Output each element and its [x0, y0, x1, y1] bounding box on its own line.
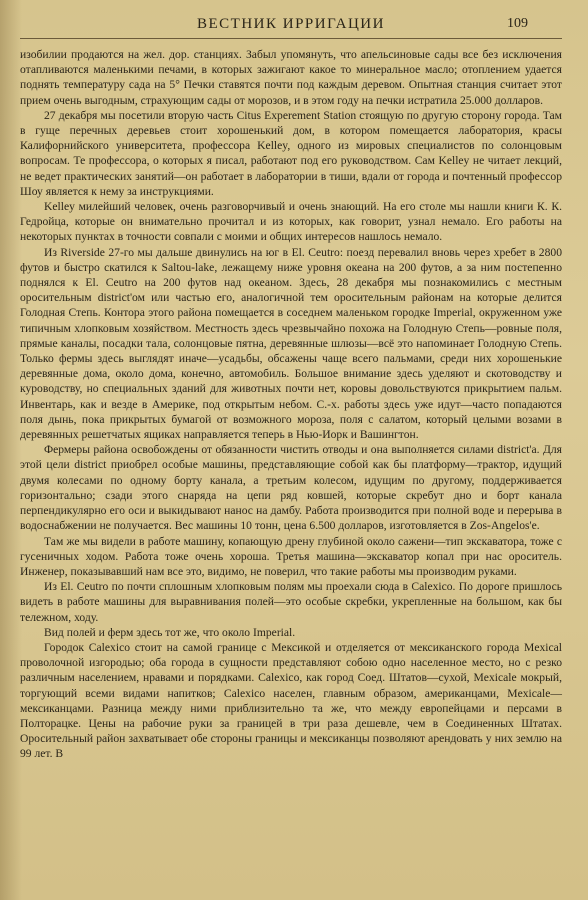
- paragraph: Там же мы видели в работе машину, копающую дрену глубиной около сажени—тип экскаватора, тоже с гусеничных ходом. Работа тоже очень хороша. Третья машина—экскаватор копал при нас ороситель. Инженер, показывавший нам все это, видимо, не поверил, что такие работы мы производим руками.: [20, 534, 562, 578]
- paragraph: Kelley милейший человек, очень разговорчивый и очень знающий. На его столе мы нашли книги К. К. Гедройца, которые он внимательно прочитал и из которых, как говорит, узнал немало. Его работы на некоторых пунктах в точности совпали с моими и общих интересов нашлось немало.: [20, 200, 562, 244]
- paragraph: 27 декабря мы посетили вторую часть Citus Experement Station стоящую по другую сторону города. Там в гуще перечных деревьев стоит хорошенький дом, в котором помещается лаборатория, красы Калифорнийского университета, профессора Kelley, одного из мировых специалистов по солонцовым вопросам. Те профессора, о которых я писал, работают под его руководством. Сам Kelley не читает лекций, не ведет практических занятий—он работает в лаборатории в тиши, вдали от города и почтенный профессор Шоу является к нему за инструкциями.: [20, 108, 562, 198]
- paragraph: изобилии продаются на жел. дор. станциях. Забыл упомянуть, что апельсиновые сады все без исключения отапливаются маленькими печами, в которых зажигают какое то минеральное масло; отоплением удается поднять температуру сада на 5° Печки ставятся почти под каждым деревом. Опытная станция считает этот прием очень выгодным, страхующим сады от морозов, и в этом году на печки истратила 25.000 долларов.: [20, 48, 562, 107]
- body-text: [20, 47, 562, 762]
- paragraph: Из Riverside 27-го мы дальше двинулись на юг в El. Ceutro: поезд перевалил вновь через хребет в 2800 футов и быстро скатился к Saltou-lake, лежащему ниже уровня океана на 200 футов, а за ним постепенно поднялся к El. Ceutro на 200 футов над океаном. Здесь, 28 декабря мы познакомились с местным оросительным district'ом или частью его, аналогичной тем оросительным районам на которые делится Голодная Степь. Контора этого района помещается в соседнем маленьком городке Imperial, окруженном уже типичным хлопковым хозяйством. Местность здесь чрезвычайно похожа на Голодную Степь—ровные поля, прямые каналы, посадки тала, солонцовые пятна, деревянные шлюзы—всё это напоминает Голодную Степь. Только фермы здесь выглядят иначе—усадьбы, обсажены чаще всего пальмами, среди них хорошенькие деревянные дома, около дома, конечно, автомобиль. Большое внимание здесь уделяют и скотоводству и куроводству, но специальных зданий для животных почти нет, коровы довольствуются прикрытием пальм. Инвентарь, как и везде в Америке, под открытым небом. С.-х. работы здесь уже идут—часто попадаются поля дынь, пока прикрытых бумагой от возможного мороза, поля с салатом, который целыми возами в деревянных решетчатых ящиках направляется теперь в Нью-Иорк и Вашингтон.: [20, 245, 562, 442]
- page-header: [20, 14, 562, 39]
- paragraph: Из El. Ceutro по почти сплошным хлопковым полям мы проехали сюда в Calexico. По дороге пришлось видеть в работе машины для выравнивания полей—это особые скребки, укрепленные на большом, как бы тележном, ходу.: [20, 580, 562, 624]
- page-number: 109: [507, 16, 528, 31]
- paragraph: Фермеры района освобождены от обязанности чистить отводы и она выполняется силами district'а. Для этой цели district приобрел особые машины, представляющие собой как бы платформу—трактор, идущий двумя колесами по одному борту канала, а третьим колесом, идущим по другому, поддерживается горизонтально; сзади этого снаряда на цепи ряд ковшей, которые скребут дно и борт канала перпендикулярно его оси и выкидывают нанос на дамбу. Работа производится при полной воде и перерыва в водоснабжении не получается. Вес машины 10 тонн, цена 6.500 долларов, изготовляется в Zos-Angelos'e.: [20, 443, 562, 533]
- paragraph: Городок Calexico стоит на самой границе с Мексикой и отделяется от мексиканского города Mexical проволочной изгородью; оба города в сущности представляют собою одно населенное место, но с резко различным населением, нравами и порядками. Calexico, как город Соед. Штатов—сухой, Mexicale мокрый, торгующий всеми видами напитков; Calexico населен, главным образом, американцами, Mexicale—мексиканцами. Разница между ними приблизительно та же, что между европейцами и персами в Полторацке. Цены на рабочие руки за границей в три раза дешевле, чем в Соединенных Штатах. Оросительный район захватывает обе стороны границы и мексиканцы позволяют арендовать у них землю на 99 лет. В: [20, 640, 562, 761]
- running-title: ВЕСТНИК ИРРИГАЦИИ: [197, 16, 385, 32]
- paragraph: Вид полей и ферм здесь тот же, что около Imperial.: [44, 625, 296, 639]
